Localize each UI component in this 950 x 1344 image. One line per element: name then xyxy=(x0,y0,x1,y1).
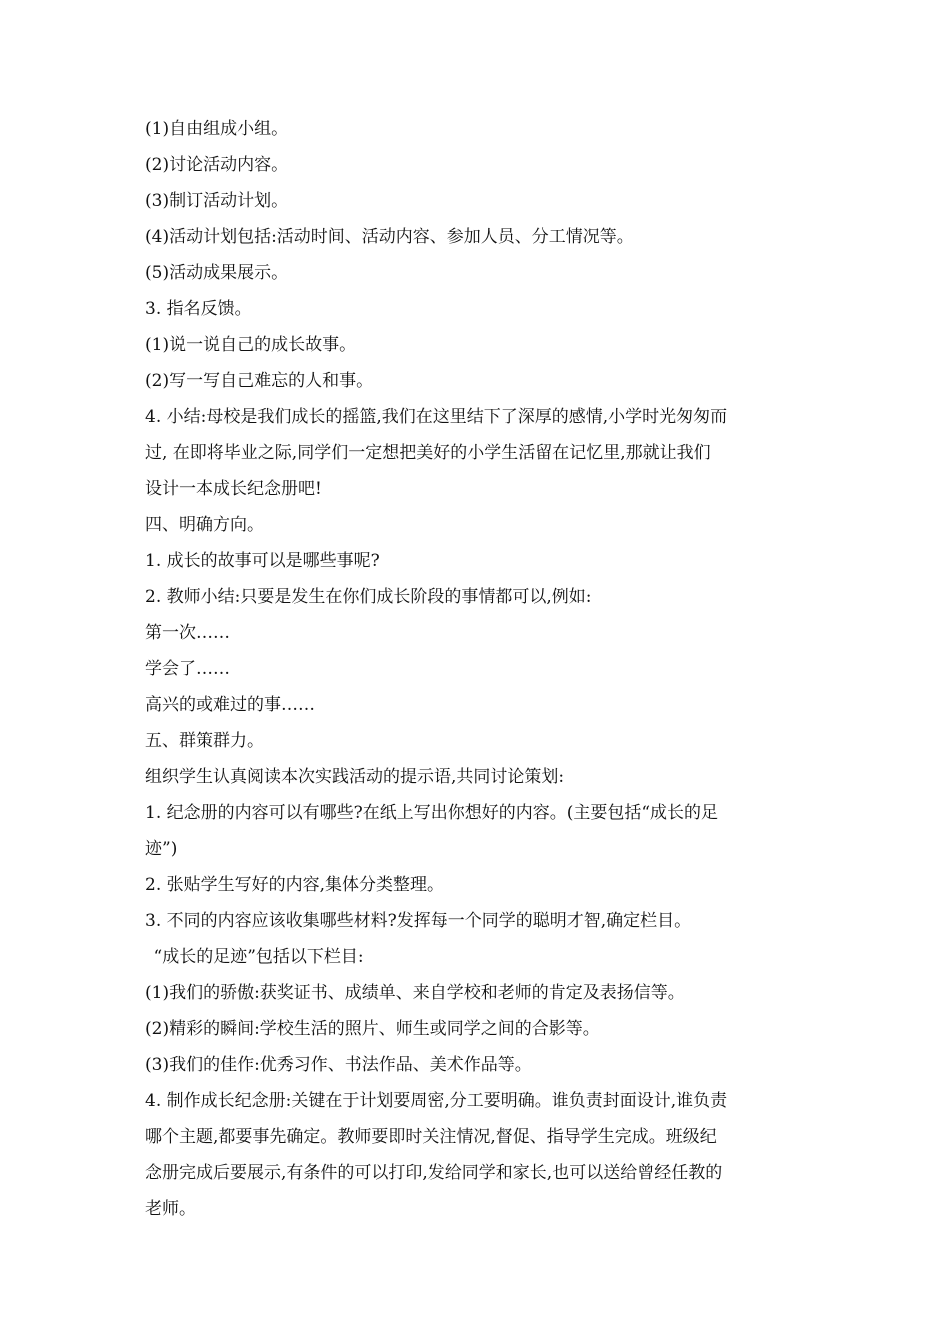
text-line: (2)精彩的瞬间:学校生活的照片、师生或同学之间的合影等。 xyxy=(145,1019,600,1039)
text-line: (1)自由组成小组。 xyxy=(145,119,289,139)
text-line: (2)讨论活动内容。 xyxy=(145,155,289,175)
text-line: 老师。 xyxy=(145,1199,196,1219)
text-line: 设计一本成长纪念册吧! xyxy=(145,479,322,499)
text-line: 组织学生认真阅读本次实践活动的提示语,共同讨论策划: xyxy=(145,767,565,787)
section-heading: 五、群策群力。 xyxy=(145,731,264,751)
text-line: 3. 指名反馈。 xyxy=(145,299,252,319)
text-line: 迹”) xyxy=(145,839,178,859)
section-heading: 四、明确方向。 xyxy=(145,515,264,535)
text-line: 3. 不同的内容应该收集哪些材料?发挥每一个同学的聪明才智,确定栏目。 xyxy=(145,911,692,931)
text-line: 2. 教师小结:只要是发生在你们成长阶段的事情都可以,例如: xyxy=(145,587,592,607)
text-line: (1)说一说自己的成长故事。 xyxy=(145,335,357,355)
text-line: 4. 制作成长纪念册:关键在于计划要周密,分工要明确。谁负责封面设计,谁负责 xyxy=(145,1091,728,1111)
text-line: (3)我们的佳作:优秀习作、书法作品、美术作品等。 xyxy=(145,1055,532,1075)
text-line: (4)活动计划包括:活动时间、活动内容、参加人员、分工情况等。 xyxy=(145,227,634,247)
text-line: 念册完成后要展示,有条件的可以打印,发给同学和家长,也可以送给曾经任教的 xyxy=(145,1163,723,1183)
text-line: 第一次…… xyxy=(145,623,230,643)
text-line: 1. 纪念册的内容可以有哪些?在纸上写出你想好的内容。(主要包括“成长的足 xyxy=(145,803,719,823)
text-line: (1)我们的骄傲:获奖证书、成绩单、来自学校和老师的肯定及表扬信等。 xyxy=(145,983,685,1003)
text-line: 学会了…… xyxy=(145,659,230,679)
text-line: (5)活动成果展示。 xyxy=(145,263,289,283)
text-line: 2. 张贴学生写好的内容,集体分类整理。 xyxy=(145,875,445,895)
text-line: 高兴的或难过的事…… xyxy=(145,695,315,715)
document-page xyxy=(145,111,815,1227)
text-line: 4. 小结:母校是我们成长的摇篮,我们在这里结下了深厚的感情,小学时光匆匆而 xyxy=(145,407,728,427)
text-line: 过, 在即将毕业之际,同学们一定想把美好的小学生活留在记忆里,那就让我们 xyxy=(145,443,711,463)
text-line: 哪个主题,都要事先确定。教师要即时关注情况,督促、指导学生完成。班级纪 xyxy=(145,1127,717,1147)
text-line: (2)写一写自己难忘的人和事。 xyxy=(145,371,374,391)
text-line: (3)制订活动计划。 xyxy=(145,191,289,211)
text-line: “成长的足迹”包括以下栏目: xyxy=(153,947,364,967)
text-line: 1. 成长的故事可以是哪些事呢? xyxy=(145,551,380,571)
